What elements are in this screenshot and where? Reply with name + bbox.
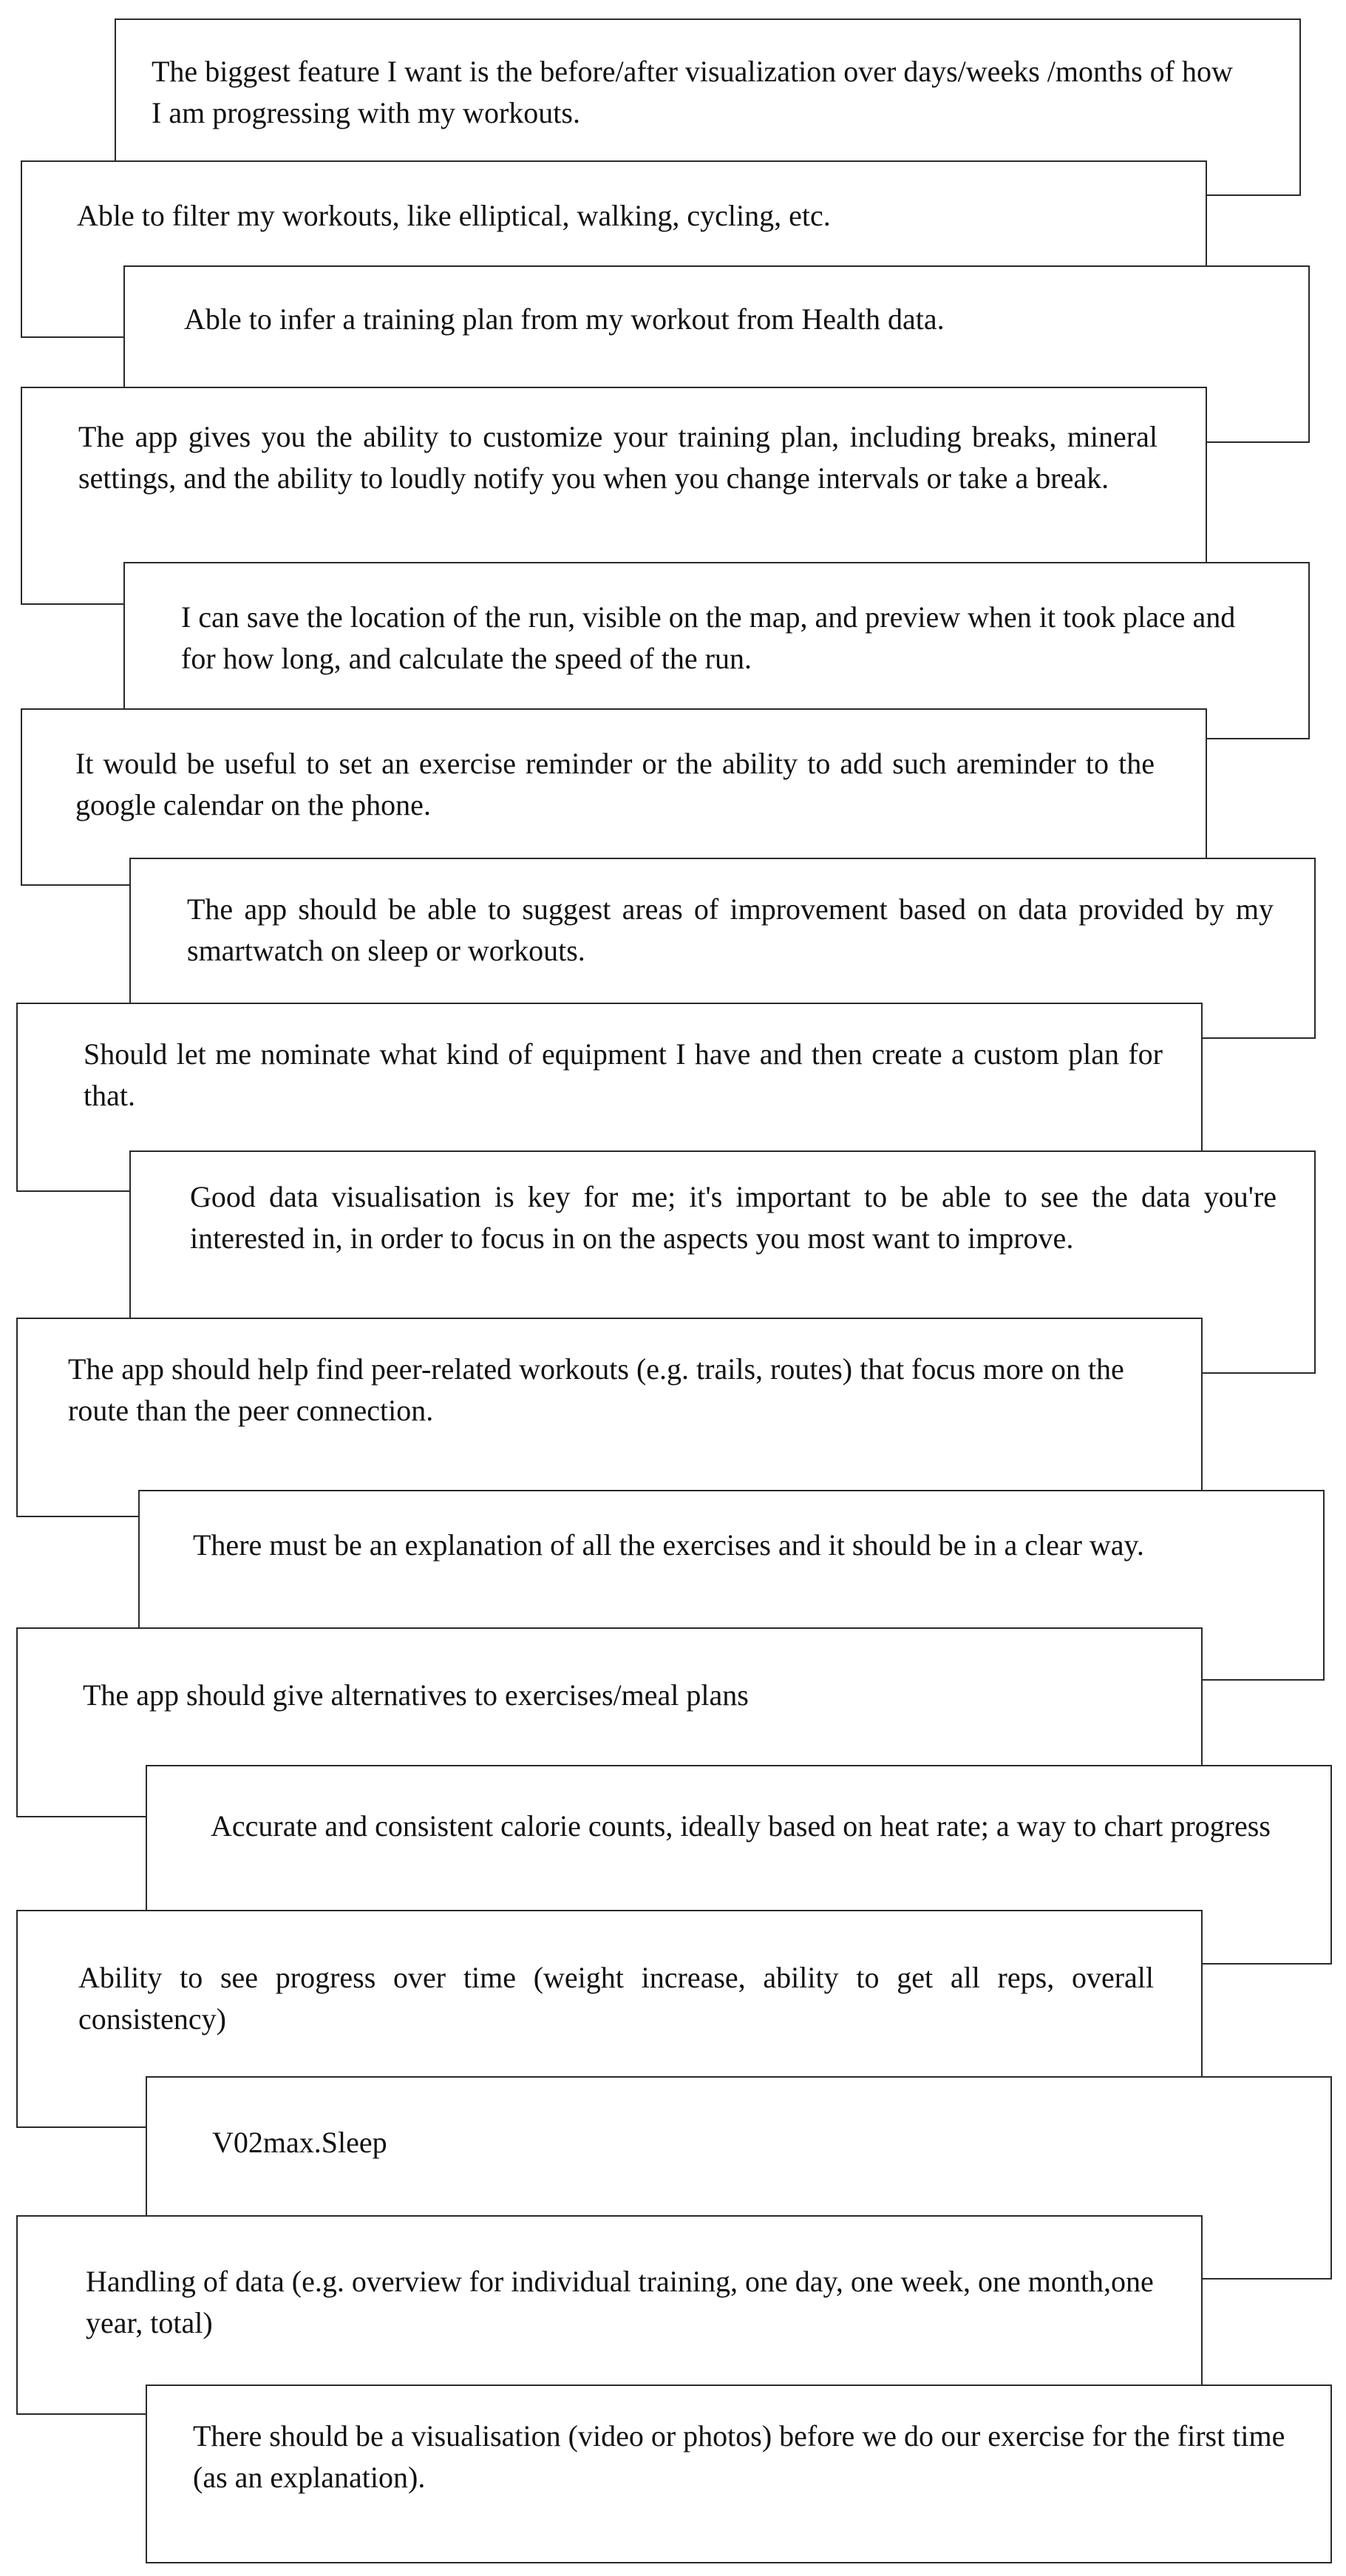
note-text-3: Able to infer a training plan from my workout from Health data.	[184, 302, 945, 336]
note-text-12: The app should give alternatives to exercises/meal plans	[83, 1678, 749, 1712]
note-text-9: Good data visualisation is key for me; it's important to be able to see the data you're interested in, in order to focus in on the aspects you most want to improve.	[190, 1180, 1277, 1255]
note-text-5: I can save the location of the run, visible on the map, and preview when it took place and for how long, and calculate the speed of the run.	[181, 600, 1236, 675]
note-text-14: Ability to see progress over time (weight increase, ability to get all reps, overall consistency)	[78, 1961, 1154, 2036]
note-text-17: There should be a visualisation (video or photos) before we do our exercise for the first time (as an explanation).	[193, 2419, 1285, 2494]
note-text-2: Able to filter my workouts, like elliptical, walking, cycling, etc.	[77, 199, 831, 232]
note-card-17	[146, 2385, 1332, 2563]
note-text-1: The biggest feature I want is the before/after visualization over days/weeks /months of how I am progressing with my workouts.	[152, 55, 1233, 129]
note-text-16: Handling of data (e.g. overview for individual training, one day, one week, one month,one year, total)	[86, 2265, 1154, 2339]
note-text-7: The app should be able to suggest areas of improvement based on data provided by my smartwatch on sleep or workouts.	[187, 892, 1274, 967]
note-text-11: There must be an explanation of all the exercises and it should be in a clear way.	[193, 1528, 1144, 1562]
note-text-4: The app gives you the ability to customize your training plan, including breaks, mineral settings, and the ability to loudly notify you when you change intervals or take a break.	[78, 420, 1158, 495]
note-text-6: It would be useful to set an exercise reminder or the ability to add such areminder to the google calendar on the phone.	[75, 747, 1155, 821]
note-text-10: The app should help find peer-related workouts (e.g. trails, routes) that focus more on the route than the peer connection.	[68, 1352, 1124, 1427]
note-card-10	[16, 1318, 1203, 1517]
note-text-15: V02max.Sleep	[212, 2126, 387, 2159]
note-text-8: Should let me nominate what kind of equipment I have and then create a custom plan for that.	[84, 1037, 1163, 1112]
note-text-13: Accurate and consistent calorie counts, ideally based on heat rate; a way to chart progress	[211, 1809, 1271, 1843]
